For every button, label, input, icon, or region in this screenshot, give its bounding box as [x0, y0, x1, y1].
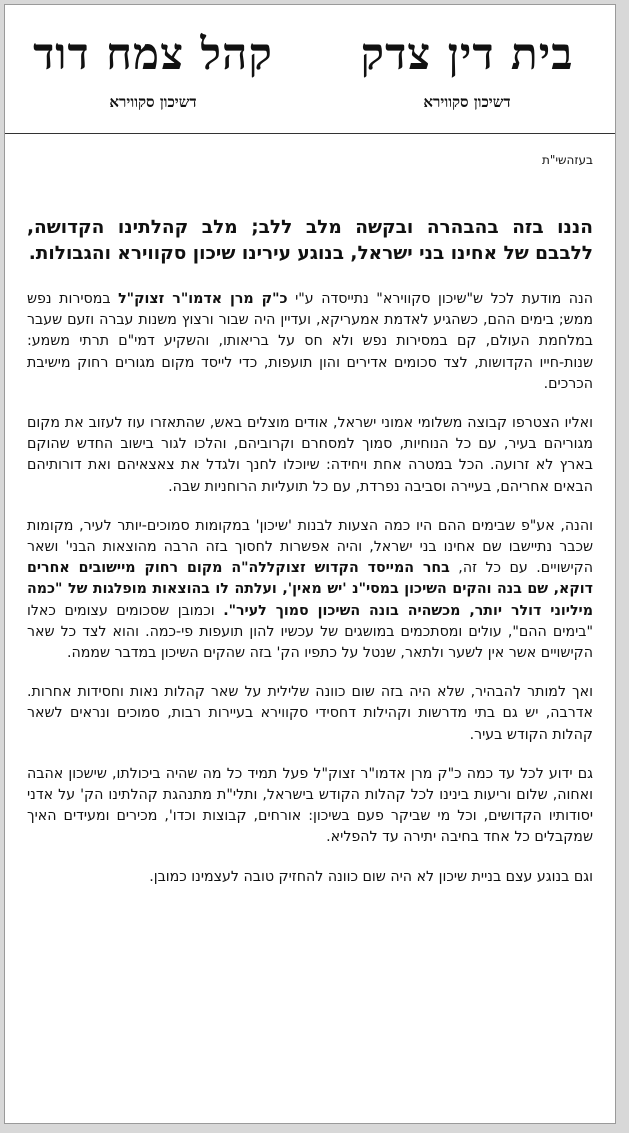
- notice-body: [27, 215, 593, 906]
- kahal-title: קהל צמח דוד: [33, 29, 273, 80]
- paragraph-3-text: והנה, אע"פ שבימים ההם היו כמה הצעות לבנות 'שיכון' במקומות סמוכים-יותר לעיר, מקומות שכבר נתיישבו שם אחינו בני ישראל, והיה אפשרות לחסוך בזה הרבה מהוצאות הבני' ושאר הקישויים. עם כל זה,: [27, 517, 593, 577]
- paragraph-3: [27, 516, 593, 664]
- paragraph-1-bold: כ"ק מרן אדמו"ר זצוק"ל: [118, 291, 288, 307]
- paragraph-4: ואך למותר להבהיר, שלא היה בזה שום כוונה שלילית על שאר קהלות נאות וחסידות אחרות. אדרבה, יש גם בתי מדרשות וקהילות דחסידי סקווירא בעיירות רבות, סמוכים ונראים לשאר קהלות הקודש בעיר.: [27, 684, 593, 743]
- headline: הננו בזה בהבהרה ובקשה מלב ללב; מלב קהלתינו הקדושה, ללבבם של אחינו בני ישראל, בנוגע עירינו שיכון סקווירא והגבולות.: [27, 217, 593, 264]
- paragraph-3-bold: בחר המייסד הקדוש זצוקללה"ה מקום רחוק מיישובים אחרים דוקא, שם בנה והקים השיכון במסי"נ 'יש מאין', ועלתה לו בהוצאות מופלגות של "כמה מיליוני דולר יותר, מכשהיה בונה השיכון סמוך לעיר".: [27, 560, 593, 619]
- paragraph-5: גם ידוע לכל עד כמה כ"ק מרן אדמו"ר זצוק"ל פעל תמיד כל מה שהיה ביכולתו, שישכון אהבה ואחוה, שלום וריעות בינינו לכל קהלות הקודש בישראל, ותלי"ת מתנהגת קהלתינו הק' על אדני יסודותיו הקדושים, וכל מי שביקר פעם בשיכון: אורחים, קבוצות וכדו', מכירים ומעידים האיך שמקבלים כל אחד בחיבה יתירה עד להפליא.: [27, 765, 593, 846]
- paragraph-1-text-cont: במסירות נפש ממש; בימים ההם, כשהגיע לאדמת אמעריקא, ועדיין היה שבור ורצוץ משנות עברה וזעם שעבר במלחמת העולם, קם במסירות נפש ולא חס על בריאותו, והשקיע דמי"ם תרתי משמע: שנות-חייו הקדושות, לצד סכומים אדירים והון תועפות, כדי לייסד מקום מגורים רחוק מישיבת הכרכים.: [27, 291, 593, 392]
- paragraph-6: וגם בנוגע עצם בניית שיכון לא היה שום כוונה להחזיק טובה לעצמינו כמובן.: [149, 868, 593, 885]
- kahal-header: [13, 27, 293, 112]
- dateline: בעזהשי"ת: [541, 153, 593, 167]
- paragraph-2: ואליו הצטרפו קבוצה משלומי אמוני ישראל, אודים מוצלים באש, שהתאזרו עוז לעזוב את מקום מגוריהם בעיר, עם כל הנוחיות, סמוך למסחרם וקרוביהם, והלכו לגור בישוב החדש שהוקם בארץ לא זרועה. הכל במטרה אחת ויחידה: שיוכלו לחנך ולגדל את צאצאיהם ואת דורותיהם הבאים אחריהם, בעיירה וסביבה נפרדת, עם כל תועליות הרוחניות שבה.: [27, 415, 593, 495]
- beis-din-title: בית דין צדק: [360, 29, 574, 80]
- header-divider: [5, 133, 615, 134]
- kahal-subtitle: דשיכון סקווירא: [109, 93, 197, 111]
- paragraph-1: [27, 289, 593, 395]
- paragraph-1-text: הנה מודעת לכל ש"שיכון סקווירא" נתייסדה ע"י: [287, 291, 593, 307]
- notice-sheet: [4, 4, 616, 1124]
- paragraph-3-text-cont: וכמובן שסכומים עצומים כאלו "בימים ההם", עולים ומסתכמים במושגים של עכשיו להון תועפות פי-כמה. והוא לצד כל שאר הקישויים אשר אין לשער ולתאר, שנטל על כתפיו הק' בזה שהקים השיכון במדבר שממה.: [27, 602, 593, 662]
- beis-din-header: [327, 27, 607, 112]
- beis-din-subtitle: דשיכון סקווירא: [423, 93, 511, 111]
